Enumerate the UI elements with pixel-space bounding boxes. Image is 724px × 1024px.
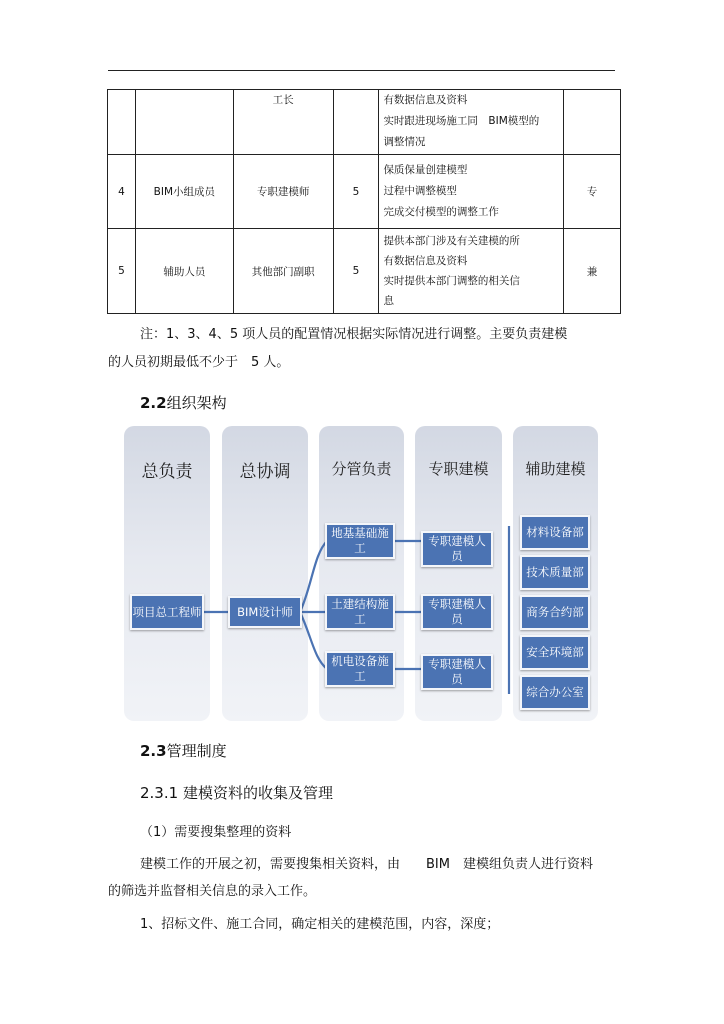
connector-line (300, 612, 327, 669)
cell-responsibilities (379, 155, 564, 229)
resp-line: 完成交付模型的调整工作 (383, 206, 499, 218)
resp-line: 提供本部门涉及有关建模的所 (383, 235, 520, 247)
table-row (108, 229, 621, 314)
org-column-title: 辅助建模 (525, 460, 586, 478)
note-line-1: 注：1、3、4、5 项人员的配置情况根据实际情况进行调整。主要负责建模 (140, 327, 568, 342)
cell-role (135, 90, 233, 155)
org-box-coordinator: BIM设计师 (228, 596, 302, 628)
cell-type: 兼 (564, 229, 621, 314)
section-heading-2-3 (140, 740, 227, 761)
cell-no: 4 (108, 155, 136, 229)
cell-type: 专 (564, 155, 621, 229)
staffing-table (107, 89, 621, 314)
cell-count: 5 (333, 229, 379, 314)
resp-line: 实时提供本部门调整的相关信 (383, 275, 520, 287)
org-box-support: 商务合约部 (520, 595, 590, 630)
cell-no (108, 90, 136, 155)
section-number: 2.3.1 (140, 784, 179, 802)
org-box-lead: 项目总工程师 (130, 594, 204, 630)
org-box-manager: 地基基础施工 (325, 523, 395, 559)
resp-line: 保质保量创建模型 (383, 164, 468, 176)
org-box-support: 技术质量部 (520, 555, 590, 590)
cell-position: 工长 (233, 90, 333, 155)
cell-role: BIM小组成员 (135, 155, 233, 229)
resp-line: 有数据信息及资料 (383, 255, 468, 267)
paragraph-line: 的筛选并监督相关信息的录入工作。 (108, 884, 317, 899)
org-box-modeler: 专职建模人员 (421, 654, 493, 690)
cell-responsibilities (379, 90, 564, 155)
section-heading-2-2 (140, 392, 227, 413)
resp-line: 有数据信息及资料 (383, 94, 468, 106)
org-box-manager: 土建结构施工 (325, 594, 395, 630)
resp-line: 实时跟进现场施工同 BIM模型的 (383, 115, 540, 127)
org-box-modeler: 专职建模人员 (421, 594, 493, 630)
org-column-title: 总负责 (141, 462, 193, 482)
table-row (108, 155, 621, 229)
org-chart (124, 426, 598, 721)
section-number: 2.2 (140, 394, 167, 412)
org-column-title: 总协调 (239, 462, 291, 482)
org-column-title: 专职建模 (428, 460, 489, 478)
section-title: 组织架构 (166, 394, 227, 412)
subheading: （1）需要搜集整理的资料 (140, 825, 292, 840)
cell-count (333, 90, 379, 155)
section-title: 管理制度 (166, 742, 227, 760)
cell-position: 专职建模师 (233, 155, 333, 229)
paragraph-line: 建模工作的开展之初，需要搜集相关资料，由 BIM 建模组负责人进行资料 (140, 857, 593, 872)
cell-role: 辅助人员 (135, 229, 233, 314)
org-box-support: 安全环境部 (520, 635, 590, 670)
cell-type (564, 90, 621, 155)
section-title: 建模资料的收集及管理 (182, 784, 333, 802)
connector-line (300, 541, 327, 612)
cell-no: 5 (108, 229, 136, 314)
section-number: 2.3 (140, 742, 167, 760)
resp-line: 过程中调整模型 (383, 185, 457, 197)
resp-line: 调整情况 (383, 136, 426, 148)
org-box-support: 综合办公室 (520, 675, 590, 710)
list-item: 1、招标文件、施工合同，确定相关的建模范围，内容，深度； (140, 917, 500, 932)
org-column-title: 分管负责 (331, 460, 392, 478)
section-heading-2-3-1 (140, 782, 333, 803)
cell-responsibilities (379, 229, 564, 314)
table-row (108, 90, 621, 155)
cell-position: 其他部门副职 (233, 229, 333, 314)
org-box-modeler: 专职建模人员 (421, 531, 493, 567)
header-rule (108, 70, 615, 71)
cell-count: 5 (333, 155, 379, 229)
note-line-2: 的人员初期最低不少于 5 人。 (108, 355, 290, 370)
org-box-manager: 机电设备施工 (325, 651, 395, 687)
resp-line: 息 (383, 295, 394, 307)
org-box-support: 材料设备部 (520, 515, 590, 550)
